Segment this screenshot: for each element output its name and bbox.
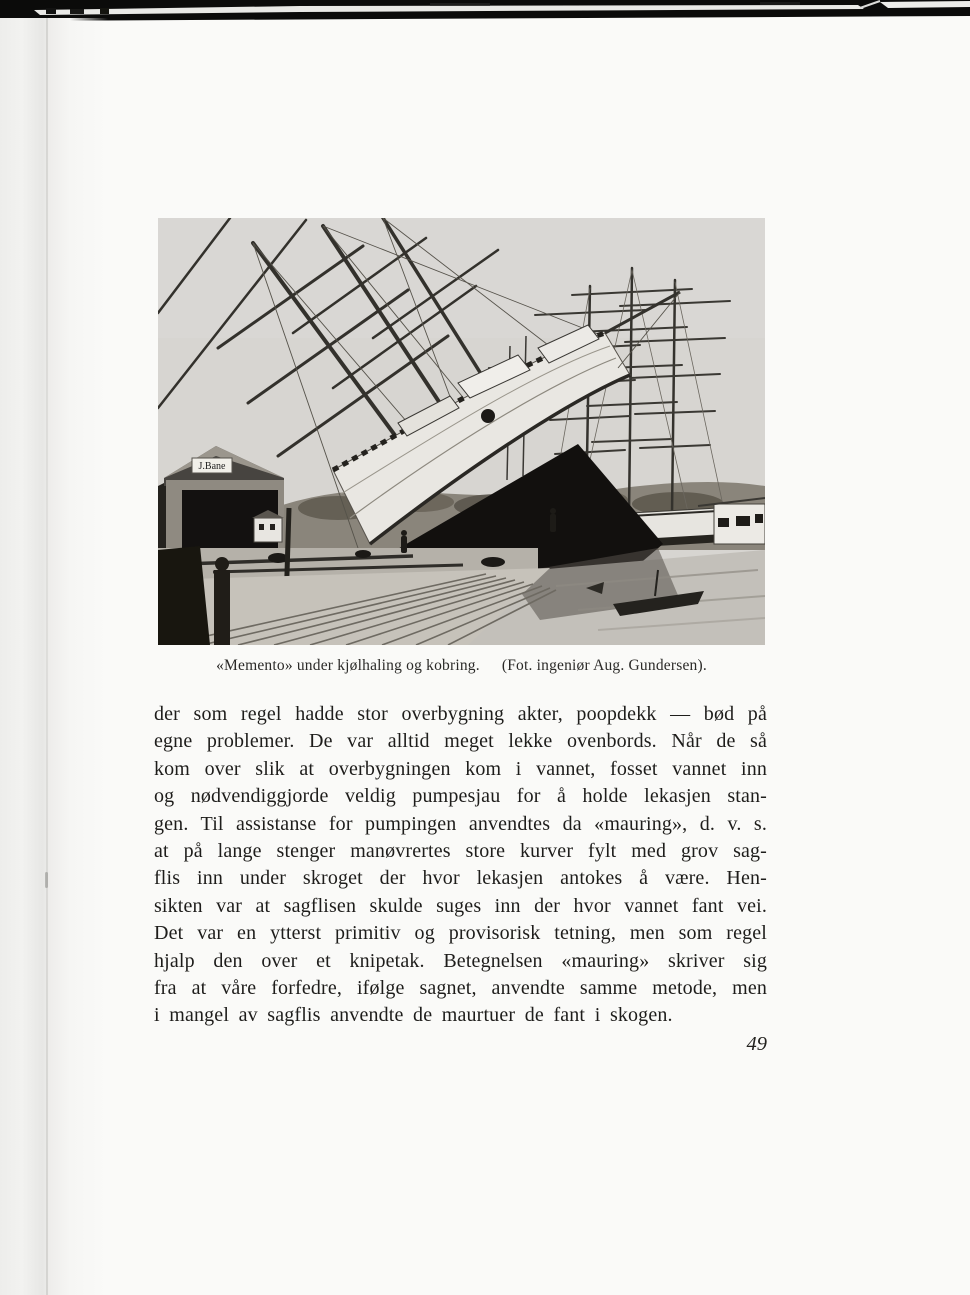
scan-top-edge xyxy=(0,0,970,24)
body-line: kom over slik at overbygningen kom i vannet, fosset vannet inn xyxy=(154,757,767,780)
body-text xyxy=(154,701,767,1030)
photo-shed-sign: J.Bane xyxy=(198,461,226,472)
page-number: 49 xyxy=(746,1033,767,1055)
body-line: gen. Til assistanse for pumpingen anvendtes da «mauring», d. v. s. xyxy=(154,812,767,835)
body-line: Det var en ytterst primitiv og provisorisk tetning, men som regel xyxy=(154,922,767,945)
body-line: egne problemer. De var alltid meget lekke ovenbords. Når de så xyxy=(154,730,767,753)
body-line: og nødvendiggjorde veldig pumpesjau for å holde lekasjen stan- xyxy=(154,785,767,808)
photo-caption: «Memento» under kjølhaling og kobring. xyxy=(216,657,480,674)
body-line: fra at våre forfedre, ifølge sagnet, anvendte samme metode, men xyxy=(154,977,767,1000)
body-line: flis inn under skroget der hvor lekasjen antokes å være. Hen- xyxy=(154,867,767,890)
body-line: hjalp den over et knipetak. Betegnelsen «mauring» skriver sig xyxy=(154,949,767,972)
body-line: i mangel av sagflis anvendte de maurtuer de fant i skogen. xyxy=(154,1004,673,1027)
page-fold-line xyxy=(46,18,48,1295)
body-line: der som regel hadde stor overbygning akter, poopdekk — bød på xyxy=(154,703,767,725)
scan-speck xyxy=(45,872,48,888)
photo-caption-row xyxy=(158,657,765,675)
photo-memento-careening xyxy=(158,218,765,645)
body-line: sikten var at sagflisen skulde suges inn der hvor vannet fant vei. xyxy=(154,894,767,917)
body-line: at på lange stenger manøvrertes store kurver fylt med grov sag- xyxy=(154,840,767,863)
photo-credit: (Fot. ingeniør Aug. Gundersen). xyxy=(501,657,707,674)
page-gutter-shadow xyxy=(0,18,110,1295)
